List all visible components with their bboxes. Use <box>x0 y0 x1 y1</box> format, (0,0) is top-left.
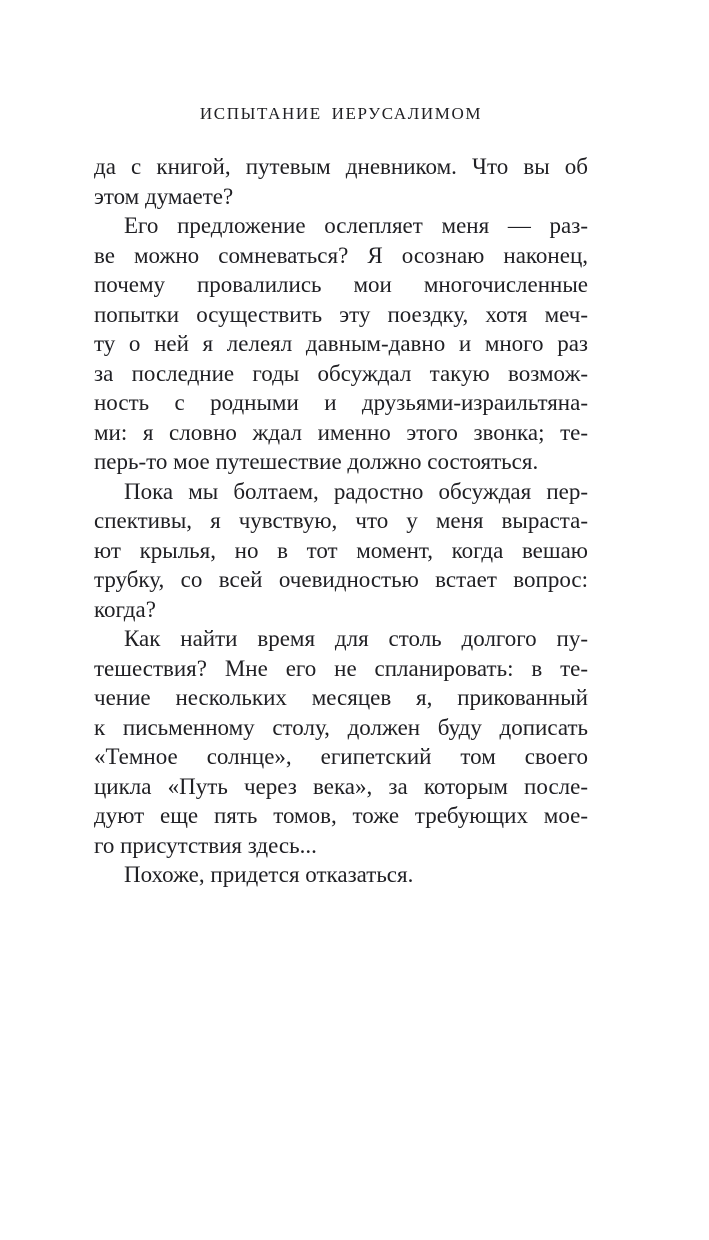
text-line: чение нескольких месяцев я, прикованный <box>94 685 588 710</box>
page-body <box>94 152 588 890</box>
text-line: Его предложение ослепляет меня — раз- <box>124 213 588 238</box>
text-line: тешествия? Мне его не спланировать: в те- <box>94 655 588 681</box>
text-line: к письменному столу, должен буду дописать <box>94 714 588 740</box>
paragraph <box>94 860 588 890</box>
paragraph <box>94 477 588 625</box>
paragraph <box>94 152 588 211</box>
text-line: этом думаете? <box>94 183 234 209</box>
text-line: трубку, со всей очевидностью встает вопрос: <box>94 567 588 592</box>
text-line: ность с родными и друзьями-израильтяна- <box>94 390 588 415</box>
text-line: ми: я словно ждал именно этого звонка; те- <box>94 419 588 445</box>
text-line: перь-то мое путешествие должно состояться. <box>94 449 539 474</box>
paragraph <box>94 624 588 860</box>
text-line: за последние годы обсуждал такую возмож- <box>94 360 588 386</box>
text-line: «Темное солнце», египетский том своего <box>94 744 588 769</box>
text-line: Пока мы болтаем, радостно обсуждая пер- <box>124 478 588 504</box>
paragraph <box>94 211 588 477</box>
text-line: почему провалились мои многочисленные <box>94 272 588 297</box>
text-line: цикла «Путь через века», за которым после- <box>94 773 588 799</box>
running-header: ИСПЫТАНИЕ ИЕРУСАЛИМОМ <box>199 104 483 123</box>
text-line: Похоже, придется отказаться. <box>124 862 414 887</box>
text-line: Как найти время для столь долгого пу- <box>124 626 588 651</box>
text-line: ве можно сомневаться? Я осознаю наконец, <box>94 242 588 268</box>
text-line: дуют еще пять томов, тоже требующих мое- <box>94 803 588 828</box>
text-line: да с книгой, путевым дневником. Что вы об <box>94 154 588 179</box>
text-line: спективы, я чувствую, что у меня выраста- <box>94 508 588 533</box>
text-line: когда? <box>94 596 156 622</box>
text-line: ту о ней я лелеял давным-давно и много раз <box>94 331 588 356</box>
text-line: попытки осуществить эту поездку, хотя меч- <box>94 301 588 327</box>
text-line: го присутствия здесь... <box>94 832 317 858</box>
text-line: ют крылья, но в тот момент, когда вешаю <box>94 537 588 563</box>
